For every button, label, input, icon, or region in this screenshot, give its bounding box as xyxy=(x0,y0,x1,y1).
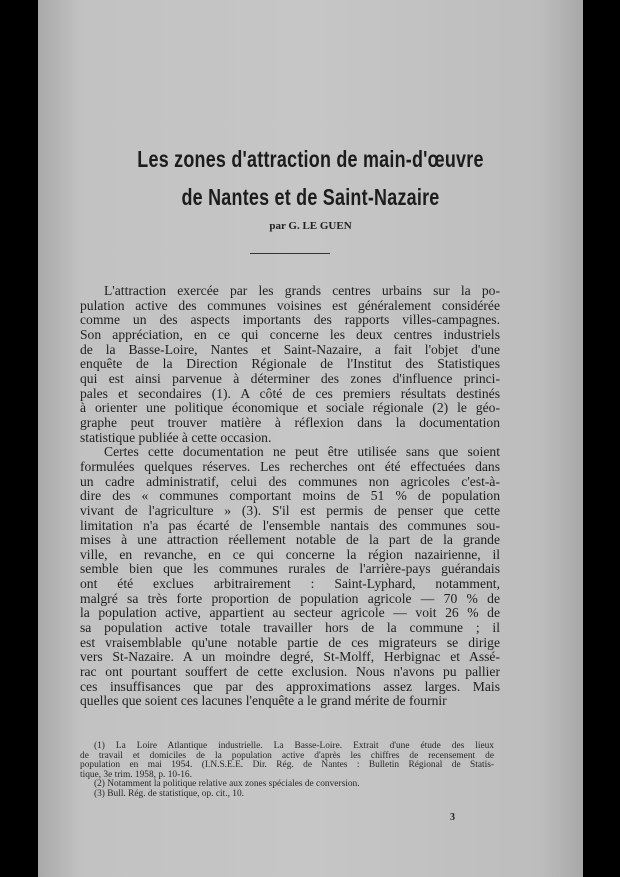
body-text-line: formulées quelques réserves. Les recherches ont été effectuées dans xyxy=(80,458,500,474)
body-text-line: de la Basse-Loire, Nantes et Saint-Nazaire, a fait l'objet d'une xyxy=(80,341,500,357)
body-text-line: à orienter une politique économique et sociale régionale (2) le géo- xyxy=(80,400,500,416)
footnotes xyxy=(80,742,494,800)
footnote-line: (1) La Loire Atlantique industrielle. La Basse-Loire. Extrait d'une étude des lieux xyxy=(94,741,494,751)
body-text-line: ont été exclues arbitrairement : Saint-Lyphard, notamment, xyxy=(80,576,500,592)
title-line-2: de Nantes et de Saint-Nazaire xyxy=(181,184,440,210)
body-text-line: dire des « communes comportant moins de 51 % de population xyxy=(80,488,500,504)
body-text-line: ville, en revanche, en ce qui concerne la région nazairienne, il xyxy=(80,546,500,562)
footnote-line: population en mai 1954. (I.N.S.E.E. Dir. Rég. de Nantes : Bulletin Régional de Statis- xyxy=(80,760,494,771)
body-text-line: malgré sa très forte proportion de population agricole — 70 % de xyxy=(80,590,500,606)
body-text-line: semble bien que les communes rurales de l'arrière-pays guérandais xyxy=(80,561,500,577)
body-text-line: enquête de la Direction Régionale de l'Institut des Statistiques xyxy=(80,356,500,372)
body-text-line: quelles que soient ces lacunes l'enquête a le grand mérite de fournir xyxy=(80,693,447,709)
body-text-line: vers St-Nazaire. A un moindre degré, St-Molff, Herbignac et Assé- xyxy=(80,649,500,665)
page-number: 3 xyxy=(450,812,455,823)
body-text-line: comme un des aspects importants des rapports villes-campagnes. xyxy=(80,312,500,328)
footnote-line: (3) Bull. Rég. de statistique, op. cit., 10. xyxy=(94,788,244,799)
footnote-line: tique, 3e trim. 1958, p. 10-16. xyxy=(80,769,192,780)
article-body xyxy=(80,284,500,709)
title-line-1: Les zones d'attraction de main-d'œuvre xyxy=(137,146,484,172)
body-text-line: limitation n'a pas écarté de l'ensemble nantais des communes sou- xyxy=(80,517,500,533)
body-text-line: L'attraction exercée par les grands centres urbains sur la po- xyxy=(104,283,500,298)
body-text-line: statistique publiée à cette occasion. xyxy=(80,429,272,445)
body-text-line: Certes cette documentation ne peut être utilisée sans que soient xyxy=(104,444,500,460)
body-text-line: la population active, appartient au secteur agricole — voit 26 % de xyxy=(80,605,500,621)
document-page xyxy=(38,0,583,877)
body-text-line: Son appréciation, en ce qui concerne les deux centres industriels xyxy=(80,326,500,342)
body-text-line: graphe peut trouver matière à réflexion dans la documentation xyxy=(80,414,500,430)
body-text-line: est vraisemblable qu'une notable partie de ces migrateurs se dirige xyxy=(80,634,500,650)
author-byline: par G. LE GUEN xyxy=(269,220,352,232)
body-text-line: pulation active des communes voisines est généralement considérée xyxy=(80,297,500,313)
footnote-line: (2) Notamment la politique relative aux zones spéciales de conversion. xyxy=(94,779,360,790)
footnote-line: de travail et domiciles de la population active d'après les chiffres de recensement de xyxy=(80,750,494,761)
body-text-line: un cadre administratif, celui des communes non agricoles c'est-à- xyxy=(80,473,500,489)
body-text-line: pales et secondaires (1). A côté de ces premiers résultats destinés xyxy=(80,385,500,401)
body-text-line: ces insuffisances que par des approximations assez larges. Mais xyxy=(80,678,500,694)
body-text-line: vivant de l'agriculture » (3). S'il est permis de penser que cette xyxy=(80,502,500,518)
title-divider xyxy=(250,253,330,254)
body-text-line: rac ont pourtant souffert de cette exclusion. Nous n'avons pu pallier xyxy=(80,664,500,680)
body-text-line: qui est ainsi parvenue à déterminer des zones d'influence princi- xyxy=(80,370,500,386)
body-text-line: sa population active totale travailler hors de la commune ; il xyxy=(80,620,500,636)
body-text-line: mises à une attraction réellement notable de la part de la grande xyxy=(80,532,500,548)
